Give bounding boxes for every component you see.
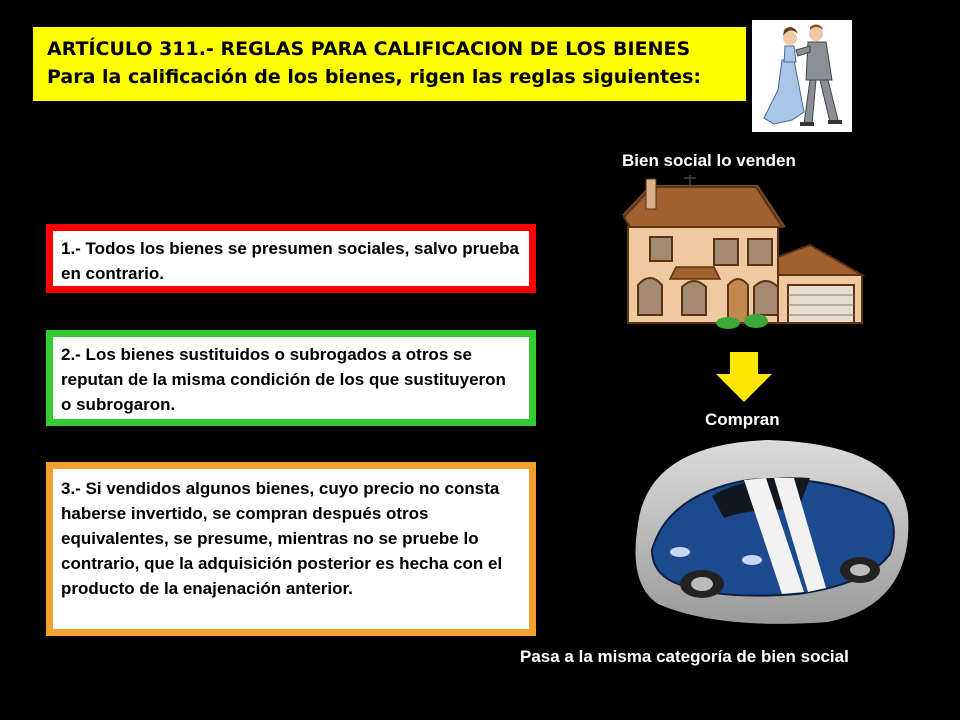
rule-3-box	[46, 462, 536, 636]
rule-3-text: 3.- Si vendidos algunos bienes, cuyo precio no consta haberse invertido, se compran después otros equivalentes, se presume, mientras no se pruebe lo contrario, que la adquisición posterior es hecha con el producto de la enajenación anterior.	[61, 479, 503, 598]
title-line-1: ARTÍCULO 311.- REGLAS PARA CALIFICACION DE LOS BIENES	[47, 38, 691, 60]
title-line-2: Para la calificación de los bienes, rigen las reglas siguientes:	[47, 66, 702, 88]
dancing-couple-illustration	[752, 20, 852, 132]
house-caption: Bien social lo venden	[622, 151, 796, 170]
rule-1-text: 1.- Todos los bienes se presumen sociales, salvo prueba en contrario.	[61, 239, 519, 283]
arrow-caption: Compran	[705, 410, 780, 429]
rule-2-box	[46, 330, 536, 426]
sports-car-photo	[628, 434, 914, 630]
down-arrow-icon	[716, 352, 772, 402]
rule-2-text: 2.- Los bienes sustituidos o subrogados a otros se reputan de la misma condición de los que sustituyeron o subrogaron.	[61, 345, 506, 414]
rule-1-box	[46, 224, 536, 293]
car-caption: Pasa a la misma categoría de bien social	[520, 647, 849, 666]
title-box	[33, 27, 746, 101]
house-illustration	[610, 175, 868, 330]
